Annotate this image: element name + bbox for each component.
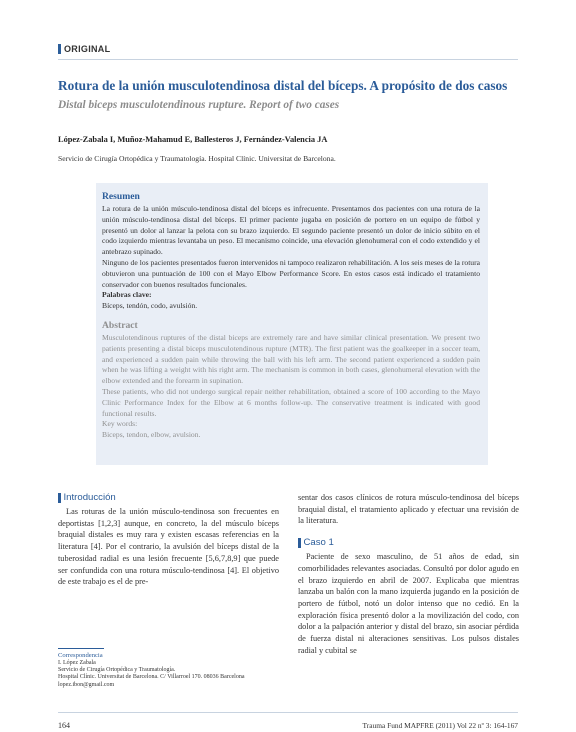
case1-heading-text: Caso 1 <box>303 537 334 549</box>
abstract-paragraph: These patients, who did not undergo surgical repair neither rehabilitation, obtained a score of 100 according to the Mayo Clinic Performance Index for the Elbow at 6 months follow-up. The conservative treatment is indicated with good functional results. <box>102 386 480 418</box>
intro-paragraph: Las roturas de la unión músculo-tendinosa son frecuentes en deportistas [1,2,3] aunque, en concreto, la del músculo bíceps braquial distales es muy rara y existen escasas referencias en la literatura [4]. Por el contrario, la avulsión del bíceps distal de la tuberosidad radial es una lesión frecuente [5,6,7,8,9] que puede ser confundida con una rotura músculo-tendinosa [4]. El objetivo de este trabajo es el de pre- <box>58 507 279 587</box>
heading-marker <box>298 538 301 548</box>
resumen-paragraph: La rotura de la unión músculo-tendinosa distal del bíceps es infrecuente. Presentamos dos pacientes con una rotura de la unión músculo-tendinosa distal del bíceps. El primer paciente jugaba en posición de portero en un equipo de fútbol y presentó un dolor al lanzar la pelota con su brazo izquierdo. El segundo paciente presentó un dolor de inicio súbito en el codo izquierdo mientras levantaba un peso. El mecanismo coincide, una elevación glenohumeral con el codo extendido y el antebrazo supinado. <box>102 204 480 257</box>
resumen-paragraph: Ninguno de los pacientes presentados fueron intervenidos ni tampoco realizaron rehabilitación. A los seis meses de la rotura obtuvieron una puntuación de 100 con el Mayo Elbow Performance Score. En estos casos está indicado el tratamiento conservador con buenos resultados funcionales. <box>102 257 480 289</box>
correspondence-rule <box>58 648 104 649</box>
page-number: 164 <box>58 721 70 730</box>
case1-paragraph: Paciente de sexo masculino, de 51 años de edad, sin comorbilidades relevantes asociadas. Consultó por dolor agudo en el brazo izquierdo en abril de 2007. Explicaba que mientras lanzaba un balón con la mano izquierda jugando en la posición de portero de fútbol, notó un dolor intenso que no cedió. En la exploración física presentó dolor a la movilización del codo, con dolor a la palpación anterior y distal del brazo, sin asociar pérdida de fuerza distal ni alteraciones sensitivas. Los pulsos distales radial y cubital se <box>298 552 519 655</box>
correspondence-email: lopez.ibon@gmail.com <box>58 681 115 688</box>
heading-marker <box>58 493 61 503</box>
article-title: Rotura de la unión musculotendinosa distal del bíceps. A propósito de dos casos <box>58 78 508 93</box>
abstract-body <box>102 333 480 441</box>
section-header <box>58 44 110 54</box>
correspondence-block <box>58 648 258 689</box>
abstract-keywords-label: Key words: <box>102 419 138 429</box>
correspondence-line: I. López Zabala <box>58 660 96 666</box>
article-title-english: Distal biceps musculotendinous rupture. Report of two cases <box>58 99 340 111</box>
intro-heading-text: Introducción <box>63 492 116 503</box>
intro-heading <box>58 492 279 504</box>
header-rule <box>58 59 518 60</box>
section-marker <box>58 44 61 54</box>
authors: López-Zabala I, Muñoz-Mahamud E, Ballesteros J, Fernández-Valencia JA <box>58 135 328 144</box>
affiliation: Servicio de Cirugía Ortopédica y Traumatología. Hospital Clínic. Universitat de Barcelona. <box>58 154 336 163</box>
abstract-paragraph: Musculotendinous ruptures of the distal biceps are extremely rare and have similar clinical presentation. We present two patients presenting a distal biceps musculotendinous rupture (MTR). The first patient was the goalkeeper in a soccer team, and experienced a sudden pain while throwing the ball with his left arm. The second patient experienced a sudden pain when he was lifting a weight with his right arm. The mechanism is common in both cases, glenohumeral elevation with the elbow extended and the forearm in supination. <box>102 332 480 386</box>
journal-citation: Trauma Fund MAPFRE (2011) Vol 22 nº 3: 164-167 <box>362 721 518 730</box>
correspondence-title: Correspondencia <box>58 652 103 659</box>
abstract-keywords: Biceps, tendon, elbow, avulsion. <box>102 430 201 440</box>
footer-rule <box>58 712 518 713</box>
resumen-heading: Resumen <box>102 191 140 202</box>
correspondence-line: Hospital Clínic. Universitat de Barcelona. C/ Villarroel 170. 08036 Barcelona <box>58 674 245 681</box>
right-column <box>298 492 519 656</box>
intro-continuation: sentar dos casos clínicos de rotura músculo-tendinosa del bíceps braquial distal, el tratamiento aplicado y efectuar una revisión de la literatura. <box>298 493 519 526</box>
abstract-heading: Abstract <box>102 319 138 331</box>
abstract-box <box>96 183 488 465</box>
resumen-body <box>102 204 480 312</box>
section-label: ORIGINAL <box>64 44 111 54</box>
correspondence-line: Servicio de Cirugía Ortopédica y Traumatología. <box>58 667 176 674</box>
resumen-keywords: Bíceps, tendón, codo, avulsión. <box>102 301 198 311</box>
case1-heading <box>298 537 519 549</box>
left-column <box>58 492 279 588</box>
resumen-keywords-label: Palabras clave: <box>102 290 152 300</box>
